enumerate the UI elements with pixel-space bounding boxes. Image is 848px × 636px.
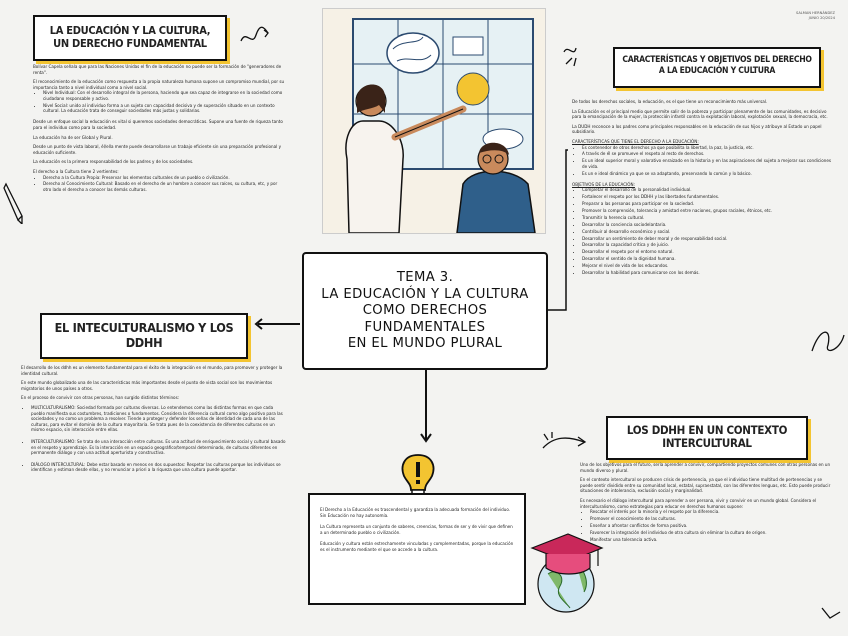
objective-item: • Fortalecer el respeto por los DDHH y las libertades fundamentales. <box>582 194 834 200</box>
right-bottom-content <box>580 462 834 544</box>
left-top-bullet2-2: • Derecho al Conocimiento Cultural: Basado en el derecho de un hombre a conocer sus raíces, su cultura, etc, y por otro lado el derecho a conocer las demás culturas. <box>43 181 285 192</box>
right-top-content <box>572 99 834 277</box>
left-bottom-p1: El desarrollo de los ddhh es un elemento fundamental para el éxito de la integración en el mundo, para promover y proteger la identidad cultural. <box>21 365 283 376</box>
intercultural-item: • Manifestar una tolerancia activa. <box>590 537 834 543</box>
objective-item: • Desarrollar un sentimiento de deber moral y de responsabilidad social. <box>582 236 834 242</box>
intercultural-item: • Enseñar a afrontar conflictos de forma positiva. <box>590 523 834 529</box>
objective-item: • Completar el desarrollo de la personalidad individual. <box>582 187 834 193</box>
date-label: JUNIO 20/2024 <box>808 16 835 20</box>
bottom-center-content <box>310 495 524 553</box>
right-top-p1: De todos los derechos sociales, la educación, es el que tiene un reconocimiento más universal. <box>572 99 768 104</box>
objective-item: • Desarrollar la conciencia sociodelantaria. <box>582 222 834 228</box>
left-top-title: LA EDUCACIÓN Y LA CULTURA, UN DERECHO FUNDAMENTAL <box>49 24 211 50</box>
left-top-p4: La educación ha de ser Global y Plural. <box>33 134 113 140</box>
bottom-center-box <box>308 493 526 605</box>
objective-item: • Transmitir la herencia cultural. <box>582 215 834 221</box>
bottom-center-p3: Educación y cultura están estrechamente vinculadas y complementadas, porque la educación es el instrumento mediante el que se accede a la cultura. <box>320 541 514 552</box>
right-bottom-title-box <box>606 416 808 460</box>
left-top-p7: El derecho a la Cultura tiene 2 vertientes: <box>33 168 119 174</box>
left-top-p5: Desde un punto de vista laboral, él/ella mente puede desarrollarse un trabajo eficiente sin una preparación profesional y educación suficiente. <box>33 144 282 155</box>
objective-item: • Preparar a las personas para participar en la sociedad. <box>582 201 834 207</box>
right-bottom-p1: Uno de los objetivos para el futuro, sería aprender a convivir, compartiendo proyectos comunes con otras personas en un mundo diverso y plural. <box>580 462 831 473</box>
right-top-heading-1: CARACTERÍSTICAS QUE TIENE EL DERECHO A LA EDUCACIÓN: <box>572 138 699 144</box>
author-label: SALMAN HERNÁNDEZ <box>795 11 835 15</box>
objective-item: • Promover la comprensión, tolerancia y amistad entre naciones, grupos raciales, étnicos, etc. <box>582 208 834 214</box>
left-bottom-bullet-1: • MULTICULTURALISMO: Sociedad formada por culturas diversas. Lo entendemos como las distintas formas en que cada pueblo manifiesta sus costumbres, tradiciones o fundamentos. Considera la diferencia cultural como algo positivo para las sociedades y no como un problema a resolver. Tiende a proteger y defender los señas de identidad de cada una de las culturas, para evitar el dominio de la cultura mayoritaria. Se trata pues de la coexistencia de diferentes culturas en un mismo espacio, sin interacción entre ellas. <box>31 405 286 433</box>
intercultural-item: • Rescatar el interés por la minoría y el respeto por la diferencia. <box>590 509 834 515</box>
left-top-bullet2-1: • Derecho a la Cultura Propia: Preservar los elementos culturales de un pueblo o civilización. <box>43 175 285 181</box>
right-top-p2: La Educación es el principal medio que permite salir de la pobreza y participar plenamente de las comunidades, es decisivo para la emancipación de la mujer, la protección infantil contra la explotación laboral, explotación sexual, la democracia, etc. <box>572 108 828 120</box>
right-bottom-p2: En el contexto intercultural se producen crisis de pertenencia, ya que el individuo tiene multitud de pertenencias y se puede sentir dividido entre su comunidad local, estatal, supraestatal, con las diferentes lenguas, etc. Esto puede producir situaciones de intolerancia, exclusión social y marginalidad. <box>580 477 831 494</box>
characteristic-item: • Es contenedor de otros derechos ya que posibilita la libertad, la paz, la justicia, etc. <box>582 145 834 151</box>
bottom-center-p2: La Cultura representa un conjunto de saberes, creencias, formas de ser y de vivir que definen a un determinado pueblo o civilización. <box>320 524 513 535</box>
right-bottom-p3: Es necesario el diálogo intercultural para aprender a ser persona, vivir y convivir en un mundo global. Considera el interculturalismo, como estrategias para educar en derechos humanos supone: <box>580 497 817 509</box>
left-bottom-p2: En este mundo globalizado una de las características más importantes desde el punto de vista social son los movimientos migratorios de unos países a otros. <box>21 380 273 391</box>
objective-item: • Desarrollar la capacidad crítica y de juicio. <box>582 242 834 248</box>
left-bottom-p3: En el proceso de convivir con otras personas, han surgido distintos términos: <box>21 395 180 401</box>
characteristic-item: • A través de él se promueve el respeto al resto de derechos. <box>582 151 834 157</box>
left-top-bullet-2: • Nivel Social: unido al individuo forma a un sujeto con capacidad decisiva y de superación situado en un contexto cultural. La educación trata de conseguir sociedades más justas y solidarias. <box>43 103 285 114</box>
right-top-title-box <box>613 47 821 88</box>
objective-item: • Mejorar el nivel de vida de los educandos. <box>582 263 834 269</box>
objective-item: • Contribuir al desarrollo económico y social. <box>582 229 834 235</box>
left-bottom-bullet-2: • INTERCULTURALISMO: Se trata de una interacción entre culturas. Es una actitud de enriquecimiento social y cultural basado en el respeto y aprendizaje. Es la interacción en un espacio geográfico/temporal determinado, de culturas diferentes en permanente diálogo y con una actitud aperturista y constructiva. <box>31 439 286 456</box>
left-top-bullet-1: • Nivel Individual: Con el desarrollo integral de la persona, haciendo que sea capaz de integrarse en la sociedad como ciudadano responsable y activo. <box>43 90 285 101</box>
intercultural-item: • Favorecer la integración del individuo de otra cultura sin eliminar la cultura de origen. <box>590 530 834 536</box>
left-top-p6: La educación es la primera responsabilidad de los padres y de los sociedades. <box>33 159 194 165</box>
right-top-title: CARACTERÍSTICAS Y OBJETIVOS DEL DERECHO A LA EDUCACIÓN Y CULTURA <box>622 55 812 76</box>
lightbulb-exclamation-icon <box>398 452 438 498</box>
left-top-p2: El reconocimiento de la educación como respuesta a la propia naturaleza humana supone un compromiso mundial, por su importancia tanto a nivel individual como a nivel social. <box>33 79 285 90</box>
right-top-p3: La DUDH reconoce a los padres como principales responsables en la educación de sus hijos y atribuye al Estado un papel subsidiario. <box>572 123 822 135</box>
left-top-p3: Desde un enfoque social la educación es vital si queremos sociedades democráticas. Supone una fuente de riqueza tanto para el individuo como para la sociedad. <box>33 119 283 130</box>
left-bottom-bullet-3: • DIÁLOGO INTERCULTURAL: Debe estar basado en menos en dos supuestos: Respetar las culturas porque los individuos se identifican y estiman desde ellas, y no renunciar a priori a la riqueza que una cultura puede aportar. <box>31 462 286 473</box>
central-title-line-1: TEMA 3. <box>396 270 454 285</box>
central-title-line-4: EN EL MUNDO PLURAL <box>347 336 503 351</box>
objective-item: • Desarrollar el respeto por el entorno natural. <box>582 249 834 255</box>
characteristic-item: • Es un ideal superior moral y valorativo enraizado en la historia y en las aspiraciones del sujeto a mejorar sus condiciones de vida. <box>582 158 834 169</box>
bottom-center-p1: El Derecho a la Educación es trascendental y garantiza la adecuada formación del individuo. Sin Educación no hay autonomía. <box>320 507 511 518</box>
objective-item: • Desarrollar la habilidad para comunicarse con los demás. <box>582 270 834 276</box>
intercultural-item: • Promover el conocimiento de las culturas. <box>590 516 834 522</box>
right-bottom-title: LOS DDHH EN UN CONTEXTO INTERCULTURAL <box>626 423 788 450</box>
left-top-p1: Bolívar Capela señala que para las Naciones Unidas el fin de la educación no puede ser la formación de "generadores de renta". <box>33 64 282 75</box>
central-title-line-3: COMO DERECHOS FUNDAMENTALES <box>362 303 488 335</box>
central-title-line-2: LA EDUCACIÓN Y LA CULTURA <box>321 286 529 302</box>
right-top-heading-2: OBJETIVOS DE LA EDUCACIÓN: <box>572 181 635 187</box>
characteristic-item: • Es un e ideal dinámico ya que se va adaptando, preservando lo común y lo básico. <box>582 171 834 177</box>
objective-item: • Desarrollar el sentido de la dignidad humana. <box>582 256 834 262</box>
globe-graduation-cap-icon <box>524 526 606 616</box>
left-bottom-title: EL INTECULTURALISMO Y LOS DDHH <box>54 320 234 350</box>
